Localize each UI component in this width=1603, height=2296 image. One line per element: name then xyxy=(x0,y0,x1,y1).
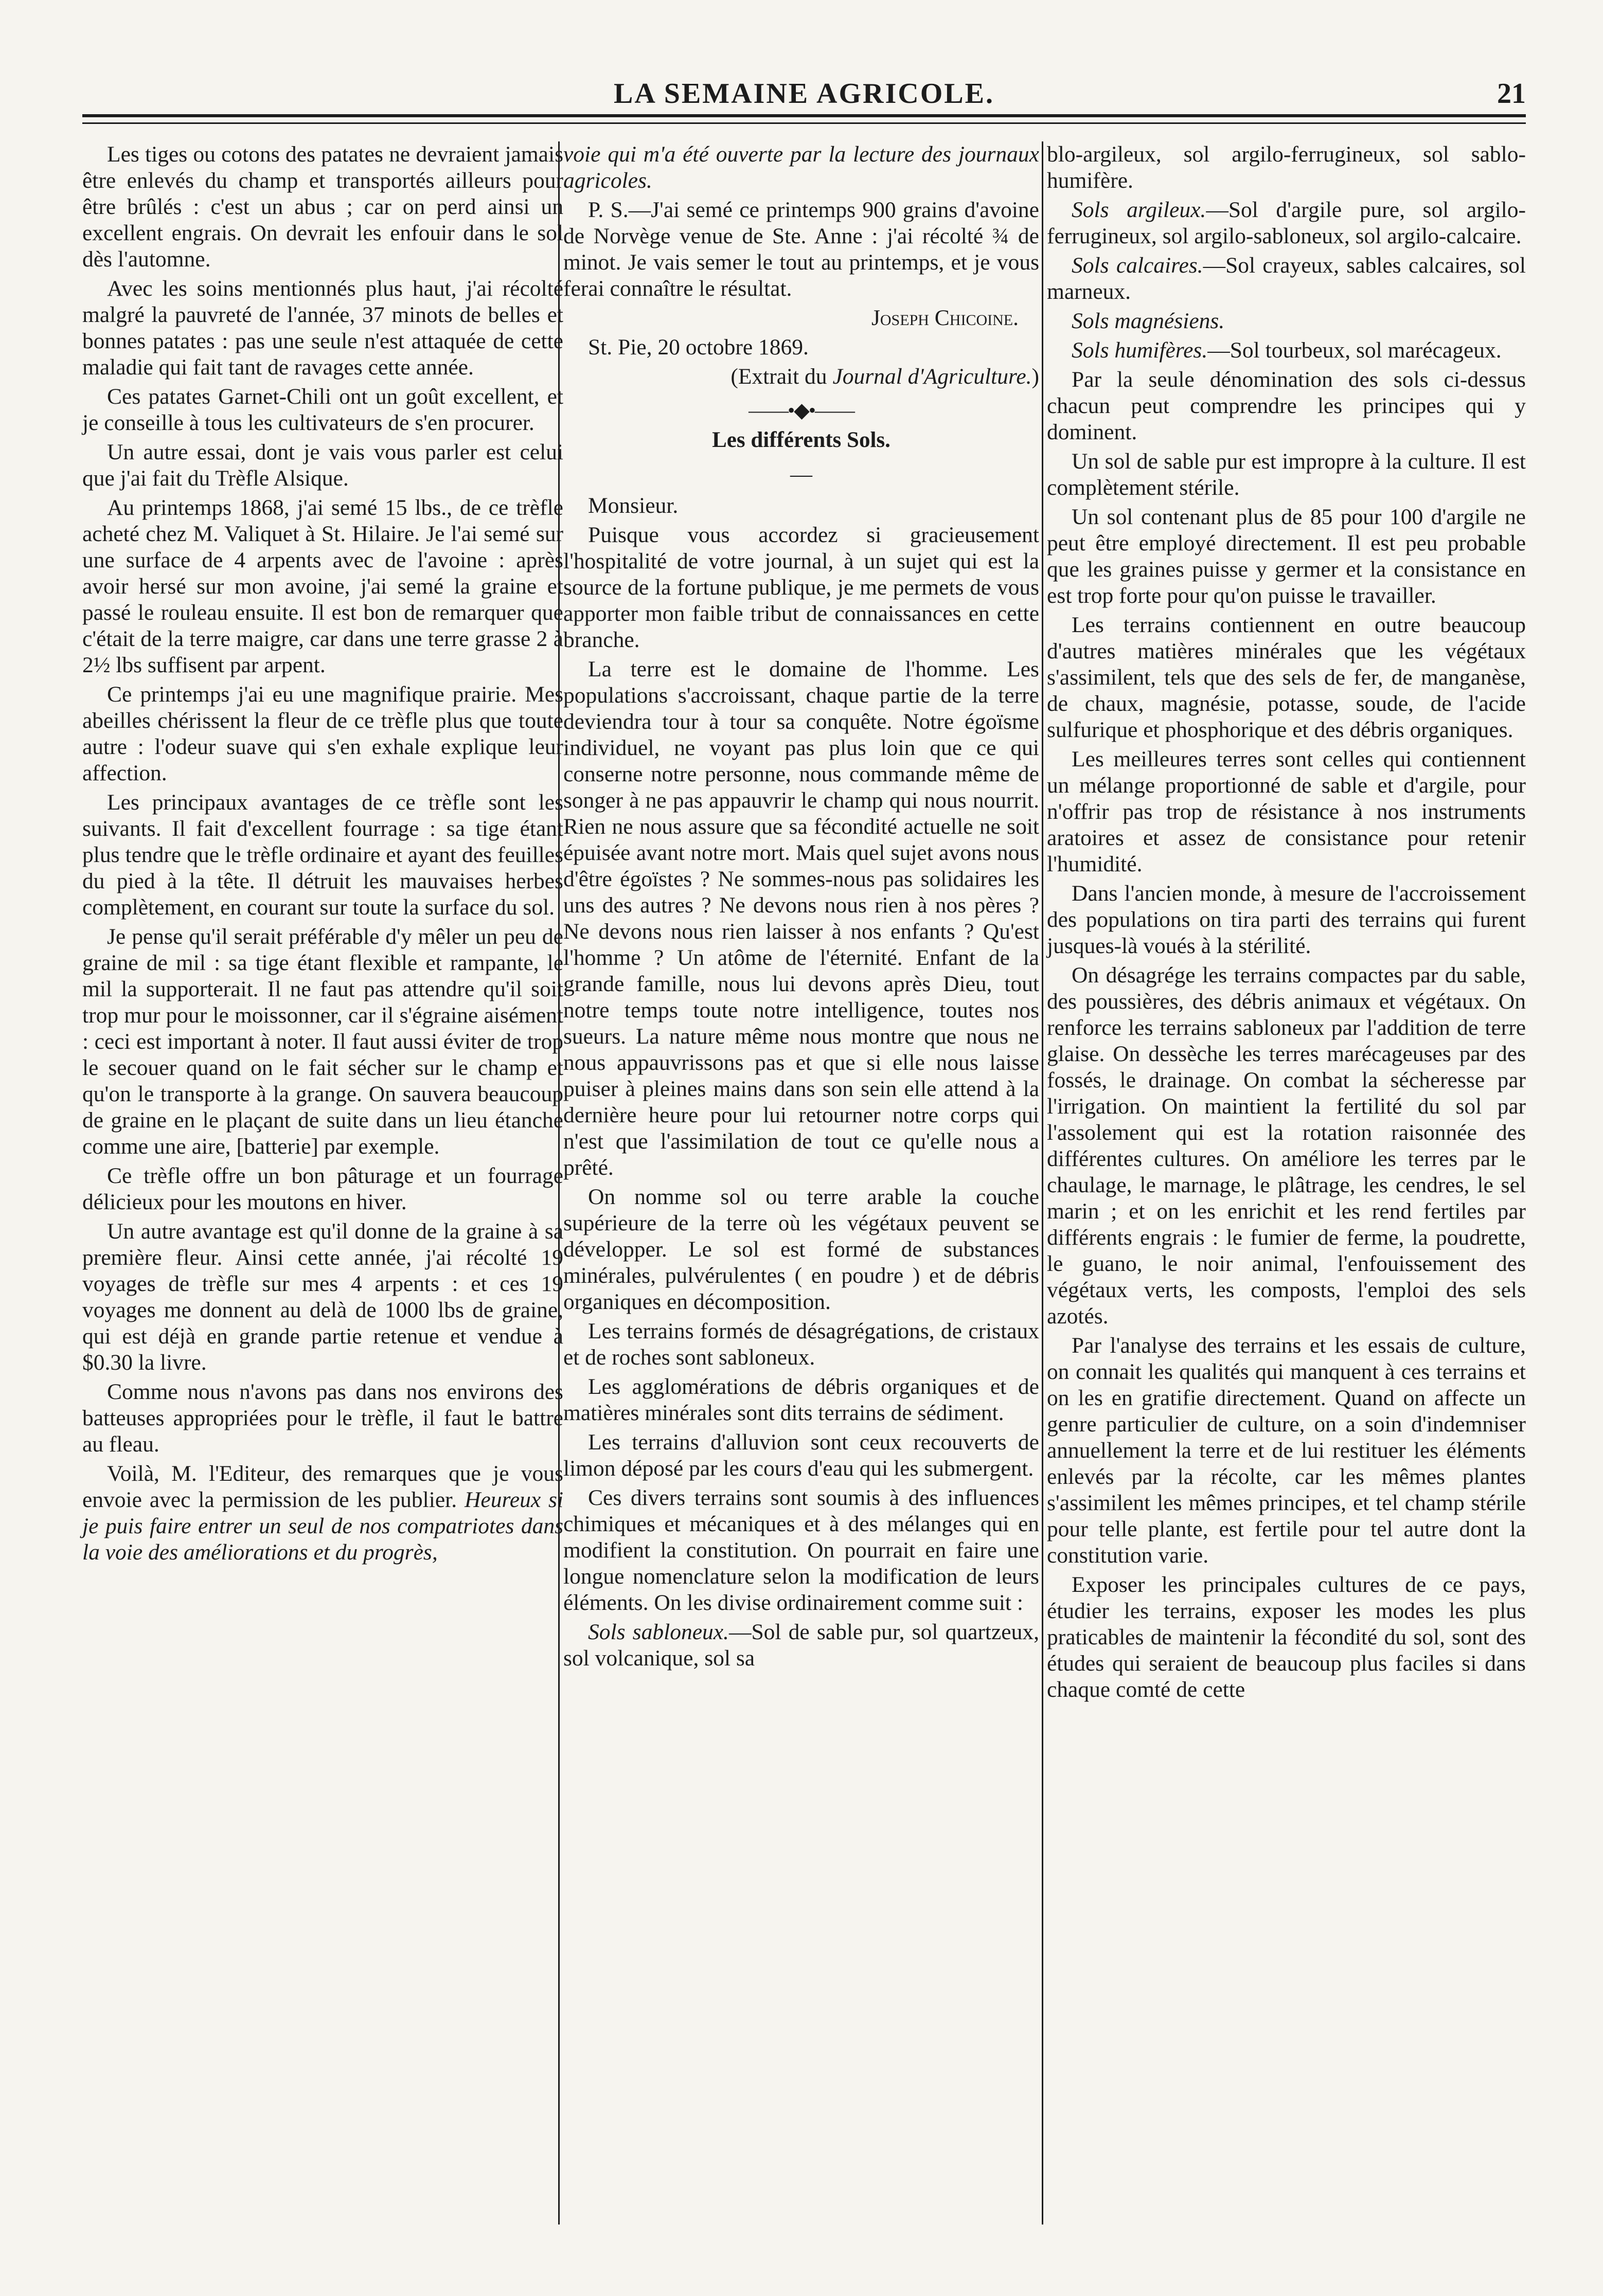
heading-dash: — xyxy=(790,462,812,487)
italic-continuation: voie qui m'a été ouverte par la lecture des journaux agricoles. xyxy=(563,142,1039,193)
postscript: P. S.—J'ai semé ce printemps 900 grains d'avoine de Norvège venue de Ste. Anne : j'ai récolté ¾ de minot. Je vais semer le tout au printemps, et je vous ferai connaître le résultat. xyxy=(563,198,1039,301)
paragraph: Les terrains contiennent en outre beaucoup d'autres matières minérales que les végétaux s'assimilent, tels que des sels de fer, de manganèse, de chaux, magnésie, potasse, soude, de l'acide sulfurique et phosphorique et des débris organiques. xyxy=(1047,613,1526,742)
paragraph: La terre est le domaine de l'homme. Les populations s'accroissant, chaque partie de la terre deviendra tour à tour sa conquête. Notre égoïsme individuel, ne voyant pas plus loin que ce qui conserne notre personne, nous commande même de songer à ne pas appauvrir le champ qui nous nourrit. Rien ne nous assure que sa fécondité actuelle ne soit épuisée avant notre mort. Mais quel sujet avons nous d'être égoïstes ? Ne sommes-nous pas solidaires les uns des autres ? Ne devons nous rien à nos pères ? Ne devons nous rien laisser à nos enfants ? Qu'est l'homme ? Un atôme de l'éternité. Enfant de la grande famille, nous lui devons après Dieu, tout notre temps toute notre intelligence, toutes nos sueurs. La nature même nous montre que nous ne nous appauvrissons pas et que si elle nous laisse puiser à pleines mains dans son sein elle attend à la dernière heure pour lui retourner notre corps qui n'est que l'assimilation de tout ce qu'elle nous a prêté. xyxy=(563,657,1039,1180)
paragraph: Ces patates Garnet-Chili ont un goût excellent, et je conseille à tous les cultivateurs de s'en procurer. xyxy=(82,384,563,435)
source-prefix: (Extrait du xyxy=(731,364,833,389)
journal-name: Journal d'Agriculture. xyxy=(832,364,1032,389)
soil-type-entry xyxy=(563,1619,1039,1672)
paragraph-continuation: blo-argileux, sol argilo-ferrugineux, sol sablo-humifère. xyxy=(1047,142,1526,193)
paragraph: Les principaux avantages de ce trèfle sont les suivants. Il fait d'excellent fourrage : sa tige étant plus tendre que le trèfle ordinaire et ayant des feuilles du pied à la tête. Il détruit les mauvaises herbes complètement, en courant sur toute la surface du sol. xyxy=(82,790,563,920)
paragraph: Ces divers terrains sont soumis à des influences chimiques et mécaniques et à des mélanges qui en modifient la constitution. On pourrait en faire une longue nomenclature selon la modification de leurs éléments. On les divise ordinairement comme suit : xyxy=(563,1485,1039,1615)
header-rule-thick xyxy=(82,114,1526,117)
soil-type-entry xyxy=(1047,337,1526,364)
paragraph: On nomme sol ou terre arable la couche supérieure de la terre où les végétaux peuvent se développer. Le sol est formé de substances minérales, pulvérulentes ( en poudre ) et de débris organiques en décomposition. xyxy=(563,1185,1039,1314)
paragraph: Au printemps 1868, j'ai semé 15 lbs., de ce trèfle acheté chez M. Valiquet à St. Hilaire. Je l'ai semé sur une surface de 4 arpents avec de l'avoine : après avoir hersé sur mon avoine, j'ai semé la graine et passé le rouleau ensuite. Il est bon de remarquer que c'était de la terre maigre, car dans une terre grasse 2 à 2½ lbs suffisent par arpent. xyxy=(82,495,563,677)
signature: Joseph Chicoine. xyxy=(871,306,1019,330)
paragraph: Les agglomérations de débris organiques et de matières minérales sont dits terrains de sédiment. xyxy=(563,1374,1039,1425)
paragraph: Les tiges ou cotons des patates ne devraient jamais être enlevés du champ et transportés ailleurs pour être brûlés : c'est un abus ; car on perd ainsi un excellent engrais. On devrait les enfouir dans le sol dès l'automne. xyxy=(82,142,563,272)
soil-type-text: —Sol tourbeux, sol marécageux. xyxy=(1207,338,1502,363)
article-heading: Les différents Sols. xyxy=(712,428,890,452)
paragraph: Un autre essai, dont je vais vous parler est celui que j'ai fait du Trèfle Alsique. xyxy=(82,440,563,491)
soil-type-text: —Sol crayeux, sables calcaires, sol marneux. xyxy=(1047,253,1526,304)
soil-type-entry xyxy=(1047,197,1526,249)
paragraph: Les terrains formés de désagrégations, de cristaux et de roches sont sabloneux. xyxy=(563,1319,1039,1370)
paragraph: Par la seule dénomination des sols ci-dessus chacun peut comprendre les principes qui y dominent. xyxy=(1047,367,1526,444)
soil-type-label: Sols argileux. xyxy=(1072,198,1206,222)
paragraph: Je pense qu'il serait préférable d'y mêler un peu de graine de mil : sa tige étant flexible et rampante, le mil la supporterait. Il ne faut pas attendre qu'il soit trop mur pour le moissonner, car il s'égraine aisément : ceci est important à noter. Il faut aussi éviter de trop le secouer quand on le fait sécher sur le champ et qu'on le transporte à la grange. On sauvera beaucoup de graine en le plaçant de suite dans un lieu étanche comme une aire, [batterie] par exemple. xyxy=(82,924,563,1159)
soil-type-label: Sols sabloneux. xyxy=(588,1620,729,1644)
dateline: St. Pie, 20 octobre 1869. xyxy=(588,335,809,360)
paragraph: Les meilleures terres sont celles qui contiennent un mélange proportionné de sable et d'argile, pour n'offrir pas trop de résistance à nos instruments aratoires et assez de consistance pour retenir l'humidité. xyxy=(1047,747,1526,876)
paragraph xyxy=(82,1461,563,1566)
column-3 xyxy=(1047,141,1526,1706)
paragraph: On désagrége les terrains compactes par du sable, des poussières, des débris animaux et végétaux. On renforce les terrains sabloneux par l'addition de terre glaise. On dessèche les terres marécageuses par des fossés, le drainage. On combat la sécheresse par l'irrigation. On maintient la fertilité du sol par l'assolement qui est la rotation raisonnée des différentes cultures. On améliore les terres par le chaulage, le marnage, le plâtrage, les cendres, le sel marin ; et on les enrichit et les rend fertiles par différents engrais : le fumier de ferme, la poudrette, le guano, le noir animal, l'enfouissement des végétaux verts, les composts, l'emploi des sels azotés. xyxy=(1047,963,1526,1329)
source-note xyxy=(563,364,1039,390)
section-ornament: ——•◆•—— xyxy=(749,399,854,422)
paragraph: Un sol de sable pur est impropre à la culture. Il est complètement stérile. xyxy=(1047,449,1526,500)
paragraph: Un autre avantage est qu'il donne de la graine à sa première fleur. Ainsi cette année, j'ai récolté 19 voyages de trèfle sur mes 4 arpents : et ces 19 voyages me donnent au delà de 1000 lbs de graine, qui est déjà en grande partie retenue et vendue à $0.30 la livre. xyxy=(82,1219,563,1375)
column-1 xyxy=(82,141,563,1569)
soil-type-entry xyxy=(1047,253,1526,305)
page-number: 21 xyxy=(1497,78,1526,110)
header-rule-thin xyxy=(82,122,1526,124)
soil-type-label: Sols magnésiens. xyxy=(1072,309,1225,333)
paragraph: Ce trèfle offre un bon pâturage et un fourrage délicieux pour les moutons en hiver. xyxy=(82,1163,563,1214)
paragraph: Ce printemps j'ai eu une magnifique prairie. Mes abeilles chérissent la fleur de ce trèfle plus que toute autre : l'odeur suave qui s'en exhale explique leur affection. xyxy=(82,682,563,785)
column-2 xyxy=(563,141,1039,1675)
soil-type-label: Sols humifères. xyxy=(1072,338,1208,363)
soil-type-text: —Sol de sable pur, sol quartzeux, sol volcanique, sol sa xyxy=(563,1620,1039,1671)
salutation: Monsieur. xyxy=(588,493,679,518)
paragraph: Exposer les principales cultures de ce pays, étudier les terrains, exposer les modes les plus praticables de maintenir la fécondité du sol, sont des études qui seraient de beaucoup plus faciles si dans chaque comté de cette xyxy=(1047,1572,1526,1702)
source-suffix: ) xyxy=(1031,364,1039,389)
column-divider xyxy=(1042,141,1043,2225)
paragraph: Comme nous n'avons pas dans nos environs des batteuses appropriées pour le trèfle, il faut le battre au fleau. xyxy=(82,1379,563,1457)
paragraph: Avec les soins mentionnés plus haut, j'ai récolté malgré la pauvreté de l'année, 37 minots de belles et bonnes patates : pas une seule n'est attaquée de cette maladie qui fait tant de ravages cette année. xyxy=(82,276,563,380)
page-header xyxy=(82,77,1526,118)
paragraph: Par l'analyse des terrains et les essais de culture, on connait les qualités qui manquent à ces terrains et on les en gratifie directement. Quand on affecte un genre particulier de culture, on a soin d'indemniser annuellement la terre et de lui restituer les éléments enlevés par la récolte, car les mêmes plantes s'assimilent les mêmes principes, et tel champ stérile pour telle plante, est fertile pour tel autre dont la constitution varie. xyxy=(1047,1333,1526,1568)
paragraph: Puisque vous accordez si gracieusement l'hospitalité de votre journal, à un sujet qui est la source de la fortune publique, je me permets de vous apporter mon faible tribut de connaissances en cette branche. xyxy=(563,523,1039,652)
publication-title: LA SEMAINE AGRICOLE. xyxy=(614,78,994,110)
paragraph: Un sol contenant plus de 85 pour 100 d'argile ne peut être employé directement. Il est peu probable que les graines puisse y germer et la consistance en est trop forte pour qu'on puisse le travailler. xyxy=(1047,505,1526,608)
soil-type-label: Sols calcaires. xyxy=(1072,253,1203,278)
soil-type-text: —Sol d'argile pure, sol argilo-ferrugineux, sol argilo-sabloneux, sol argilo-calcaire. xyxy=(1047,198,1526,248)
paragraph: Dans l'ancien monde, à mesure de l'accroissement des populations on tira parti des terrains qui furent jusques-là voués à la stérilité. xyxy=(1047,881,1526,958)
italic-text: Heureux si je puis faire entrer un seul de nos compatriotes dans la voie des améliorations et du progrès, xyxy=(82,1487,564,1565)
soil-type-entry xyxy=(1047,308,1526,334)
paragraph: Les terrains d'alluvion sont ceux recouverts de limon déposé par les cours d'eau qui les submergent. xyxy=(563,1430,1039,1481)
paragraph-text: Voilà, M. l'Editeur, des remarques que je vous envoie avec la permission de les publier. xyxy=(82,1461,563,1512)
